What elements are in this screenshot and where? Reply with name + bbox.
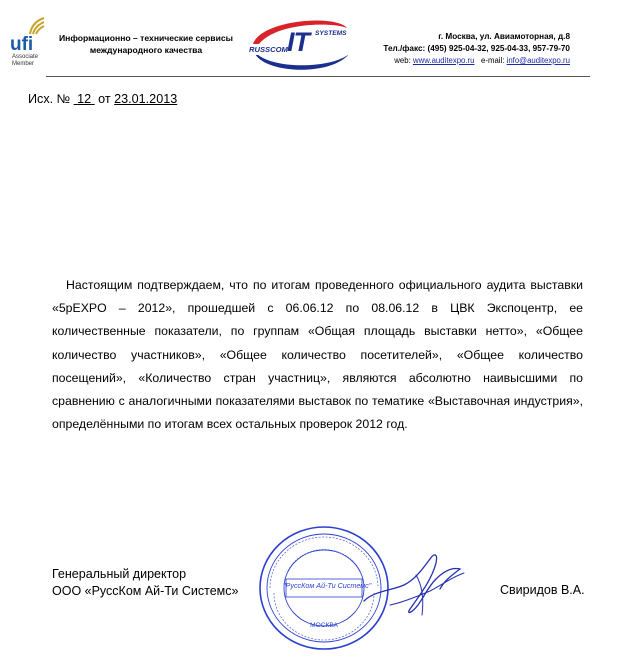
ufi-subtitle — [12, 54, 38, 68]
signature-scribble-icon — [360, 545, 470, 625]
ufi-wordmark: ufi — [10, 34, 34, 55]
signatory-company: ООО «РуссКом Ай-Ти Системс» — [52, 584, 239, 598]
web-link[interactable]: www.auditexpo.ru — [412, 56, 475, 65]
ufi-arcs-icon — [28, 16, 46, 36]
russcom-logo — [247, 14, 353, 76]
ufi-line1: Associate — [12, 54, 39, 60]
stamp-city-text: МОСКВА — [310, 622, 338, 629]
ufi-line2: Member — [12, 61, 35, 67]
contact-block — [360, 31, 570, 67]
email-link[interactable]: info@auditexpo.ru — [506, 56, 570, 65]
company-tagline — [58, 32, 234, 56]
signatory-position: Генеральный директор — [52, 567, 187, 581]
web-label: web: — [394, 56, 411, 65]
logo-it-text: IT — [287, 27, 309, 57]
letter-body: Настоящим подтверждаем, что по итогам проведенного официального аудита выставки «5pEXPO – 2012», прошедшей с 06.06.12 по 08.06.12 в ЦВК Экспоцентр, ее количественные показатели, по группам «Общая площадь выставки нетто», «Общее количество участников», «Общее количество посетителей», «Общее количество посещений», «Количество стран участниц», являются абсолютно наивысшими по сравнению с аналогичными показателями выставок по тематике «Выставочная индустрия», определёнными по итогам всех остальных проверок 2012 год. — [52, 278, 583, 432]
outgoing-number-value: 12 — [77, 92, 92, 106]
outgoing-prefix: Исх. № — [28, 92, 71, 106]
email-label: e-mail: — [481, 56, 505, 65]
tagline-line2: международного качества — [89, 45, 203, 55]
tagline-line1: Информационно – технические сервисы — [59, 33, 233, 43]
outgoing-number — [28, 92, 177, 106]
outgoing-mid: от — [98, 92, 111, 106]
address: г. Москва, ул. Авиамоторная, д.8 — [438, 32, 570, 41]
web-line — [360, 55, 570, 67]
phone: Тел./факс: (495) 925-04-32, 925-04-33, 957-79-70 — [383, 44, 570, 53]
ufi-logo — [6, 12, 46, 72]
handwritten-signature — [360, 545, 470, 625]
logo-systems-text: SYSTEMS — [315, 30, 347, 37]
stamp-center-text: "РуссКом Ай-Ти Системс" — [283, 581, 372, 590]
signatory-name: Свиридов В.А. — [500, 583, 585, 597]
signatory-title — [52, 566, 238, 600]
header-divider — [46, 76, 590, 77]
outgoing-date: 23.01.2013 — [114, 92, 178, 106]
logo-russcom-text: RUSSCOM — [249, 45, 288, 54]
